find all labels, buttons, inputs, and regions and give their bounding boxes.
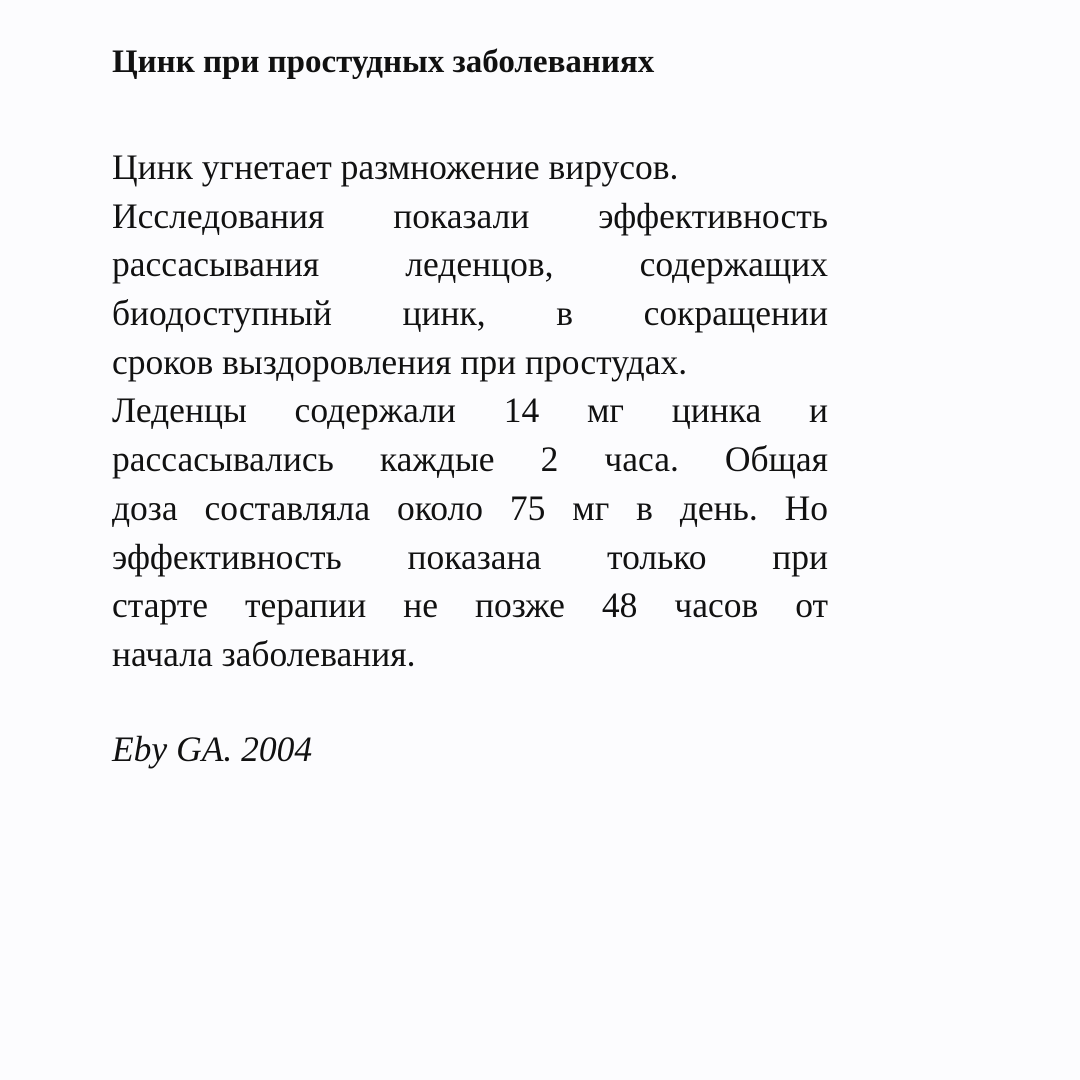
body-line: Исследования показали эффективность	[112, 195, 828, 236]
body-line: доза составляла около 75 мг в день. Но	[112, 487, 828, 528]
body-line: эффективность показана только при	[112, 536, 828, 577]
body-line: Леденцы содержали 14 мг цинка и	[112, 390, 828, 431]
body-line: Цинк угнетает размножение вирусов.	[112, 147, 679, 187]
body-line: рассасывания леденцов, содержащих	[112, 244, 828, 285]
body-line: старте терапии не позже 48 часов от	[112, 585, 828, 626]
article-body	[112, 143, 828, 679]
body-line: рассасывались каждые 2 часа. Общая	[112, 439, 828, 480]
body-line: биодоступный цинк, в сокращении	[112, 293, 828, 334]
article-title: Цинк при простудных заболеваниях	[112, 44, 655, 80]
citation: Eby GA. 2004	[112, 729, 313, 769]
body-line: сроков выздоровления при простудах.	[112, 341, 688, 382]
body-line: начала заболевания.	[112, 633, 416, 674]
